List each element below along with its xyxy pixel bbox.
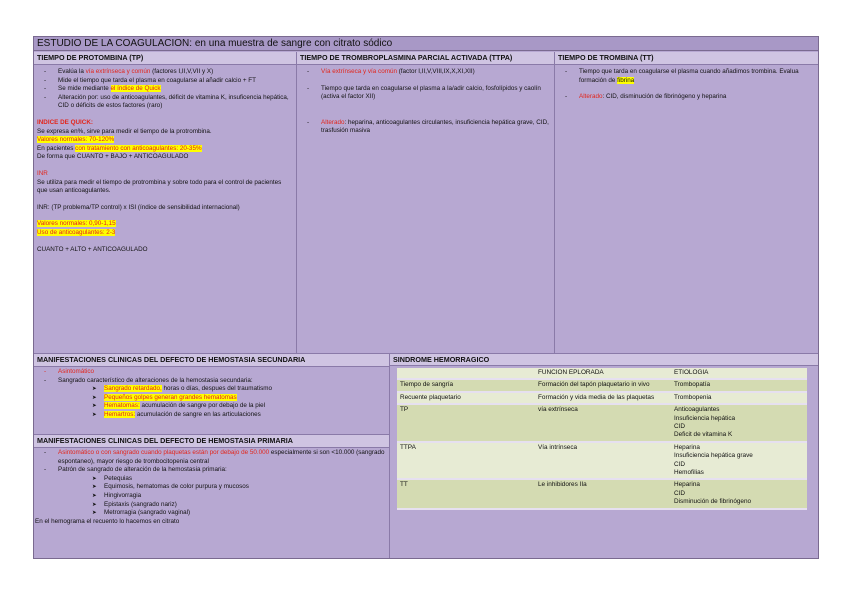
- table-row: Tiempo de sangría Formación del tapón plaquetario in vivo Trombopatía: [397, 379, 807, 391]
- inr-formula: INR: (TP problema/TP control) x ISI (índice de sensibilidad internacional): [37, 203, 240, 211]
- quick-line: Se expresa en%, sirve para medir el tiempo de la protrombina.: [37, 127, 212, 135]
- table-row: TP vía extrínseca Anticoagulantes Insuficiencia hepática CID Deficit de vitamina K: [397, 404, 807, 442]
- inr-title: INR: [37, 169, 48, 177]
- sh-col-function: FUNCION EPLORADA: [535, 368, 671, 379]
- secondary-bullet: - Asintomático: [44, 368, 385, 377]
- sh-table: [397, 368, 807, 510]
- secondary-section: [34, 354, 390, 434]
- tp-bullet: - Se mide mediante el índice de Quick: [44, 85, 292, 94]
- primary-sub-item: ➤ Equimosis, hematomas de color purpura y mucosos: [92, 483, 389, 492]
- tp-bullet: - Evalúa la vía extrínseca y común (factores I,II,V,VII y X): [44, 68, 292, 77]
- quick-line: De forma que CUANTO + BAJO + ANTICOAGULADO: [37, 153, 189, 161]
- inr-line: Se utiliza para medir el tiempo de protrombina y sobre todo para el control de pacientes que usan anticoagulantes.: [37, 178, 282, 195]
- tp-column: [34, 52, 297, 354]
- secondary-sub-item: ➤ Sangrado retardado, horas o días, despues del traumatismo: [92, 385, 389, 394]
- table-row: TTPA Vía intrínseca Heparina Insuficiencia hepática grave CID Hemofilias: [397, 442, 807, 480]
- tp-header: TIEMPO DE PROTOMBINA (TP): [34, 52, 296, 65]
- primary-bullet: - Patrón de sangrado de alteración de la hemostasia primaria:: [44, 466, 385, 475]
- tp-bullet: - Alteración por: uso de anticoagulantes, déficit de vitamina K, insuficencia hepática, CID o déficits de estos factores (raro): [44, 94, 292, 111]
- sh-col-etiology: ETIOLOGIA: [671, 368, 807, 379]
- inr-anticoagulant-values: Uso de anticoagulantes: 2-3: [37, 228, 116, 236]
- primary-sub-item: ➤ Petequias: [92, 475, 389, 484]
- primary-footnote: En el hemograma el recuento lo hacemos en citrato: [35, 517, 180, 525]
- secondary-sub-item: ➤ Pequeños golpes generan grandes hematomas: [92, 394, 389, 403]
- quick-normal-values: Valores normales: 70-120%: [37, 136, 115, 144]
- secondary-sub-item: ➤ Hematomas: acumulación de sangre por debajo de la piel: [92, 402, 389, 411]
- ttpa-bullet: - Alterado: heparina, anticoagulantes circulantes, insuficiencia hepática grave, CID, trasfusión masiva: [307, 119, 550, 136]
- sh-table-header-row: [397, 368, 807, 379]
- ttpa-column: [297, 52, 555, 354]
- tt-column: [555, 52, 818, 354]
- primary-sub-item: ➤ Hingivorragia: [92, 492, 389, 501]
- tt-bullet: - Alterado: CID, disminución de fibrinógeno y heparina: [565, 93, 814, 102]
- ttpa-header: TIEMPO DE TROMBROPLASMINA PARCIAL ACTIVADA (TTPA): [297, 52, 554, 65]
- table-row: TT Le inhibidores IIa Heparina CID Disminución de fibrinógeno: [397, 479, 807, 508]
- ttpa-bullet: - Vía extrínseca y vía común (factor I,II,V,VIII,IX,X,XI,XII): [307, 68, 550, 77]
- quick-title: INDICE DE QUICK:: [37, 118, 93, 126]
- secondary-header: MANIFESTACIONES CLINICAS DEL DEFECTO DE HEMOSTASIA SECUNDARIA: [34, 354, 389, 367]
- tp-bullet: - Mide el tiempo que tarda el plasma en coagularse al añadir calcio + FT: [44, 77, 292, 86]
- document-title: ESTUDIO DE LA COAGULACION: en una muestra de sangre con citrato sódico: [34, 37, 818, 51]
- primary-bullet: - Asintomático o con sangrado cuando plaquetas están por debajo de 50.000 especialmente si son <10.000 (sangrado espontaneo), mayor riesgo de trombocitopenia central: [44, 449, 385, 466]
- inr-line: CUANTO + ALTO + ANTICOAGULADO: [37, 245, 148, 253]
- tt-bullet: - Tiempo que tarda en coagularse el plasma cuando añadimos trombina. Evalua formación de fibrina: [565, 68, 814, 85]
- document-sheet: [33, 36, 819, 559]
- primary-sub-item: ➤ Epistaxis (sangrado nariz): [92, 501, 389, 510]
- tp-body: [34, 68, 296, 254]
- quick-line: En pacientes con tratamiento con anticoagulantes: 20-35%: [37, 144, 202, 152]
- secondary-bullet: - Sangrado característico de alteraciones de la hemostasia secundaria:: [44, 377, 385, 386]
- sh-header: SINDROME HEMORRAGICO: [390, 354, 818, 366]
- secondary-sub-item: ➤ Hemartros: acumulación de sangre en las articulaciones: [92, 411, 389, 420]
- inr-normal-values: Valores normales: 0,90-1,15: [37, 220, 116, 228]
- table-row: Recuente plaquetario Formación y vida media de las plaquetas Trombopenia: [397, 392, 807, 404]
- primary-header: MANIFESTACIONES CLINICAS DEL DEFECTO DE HEMOSTASIA PRIMARIA: [34, 435, 389, 448]
- primary-section: [34, 434, 390, 558]
- tt-header: TIEMPO DE TROMBINA (TT): [555, 52, 818, 65]
- ttpa-bullet: - Tiempo que tarda en coagularse el plasma a la/adir calcio, fosfolípidos y caolín (activa el factor XII): [307, 85, 550, 102]
- primary-sub-item: ➤ Metrorragia (sangrado vaginal): [92, 509, 389, 518]
